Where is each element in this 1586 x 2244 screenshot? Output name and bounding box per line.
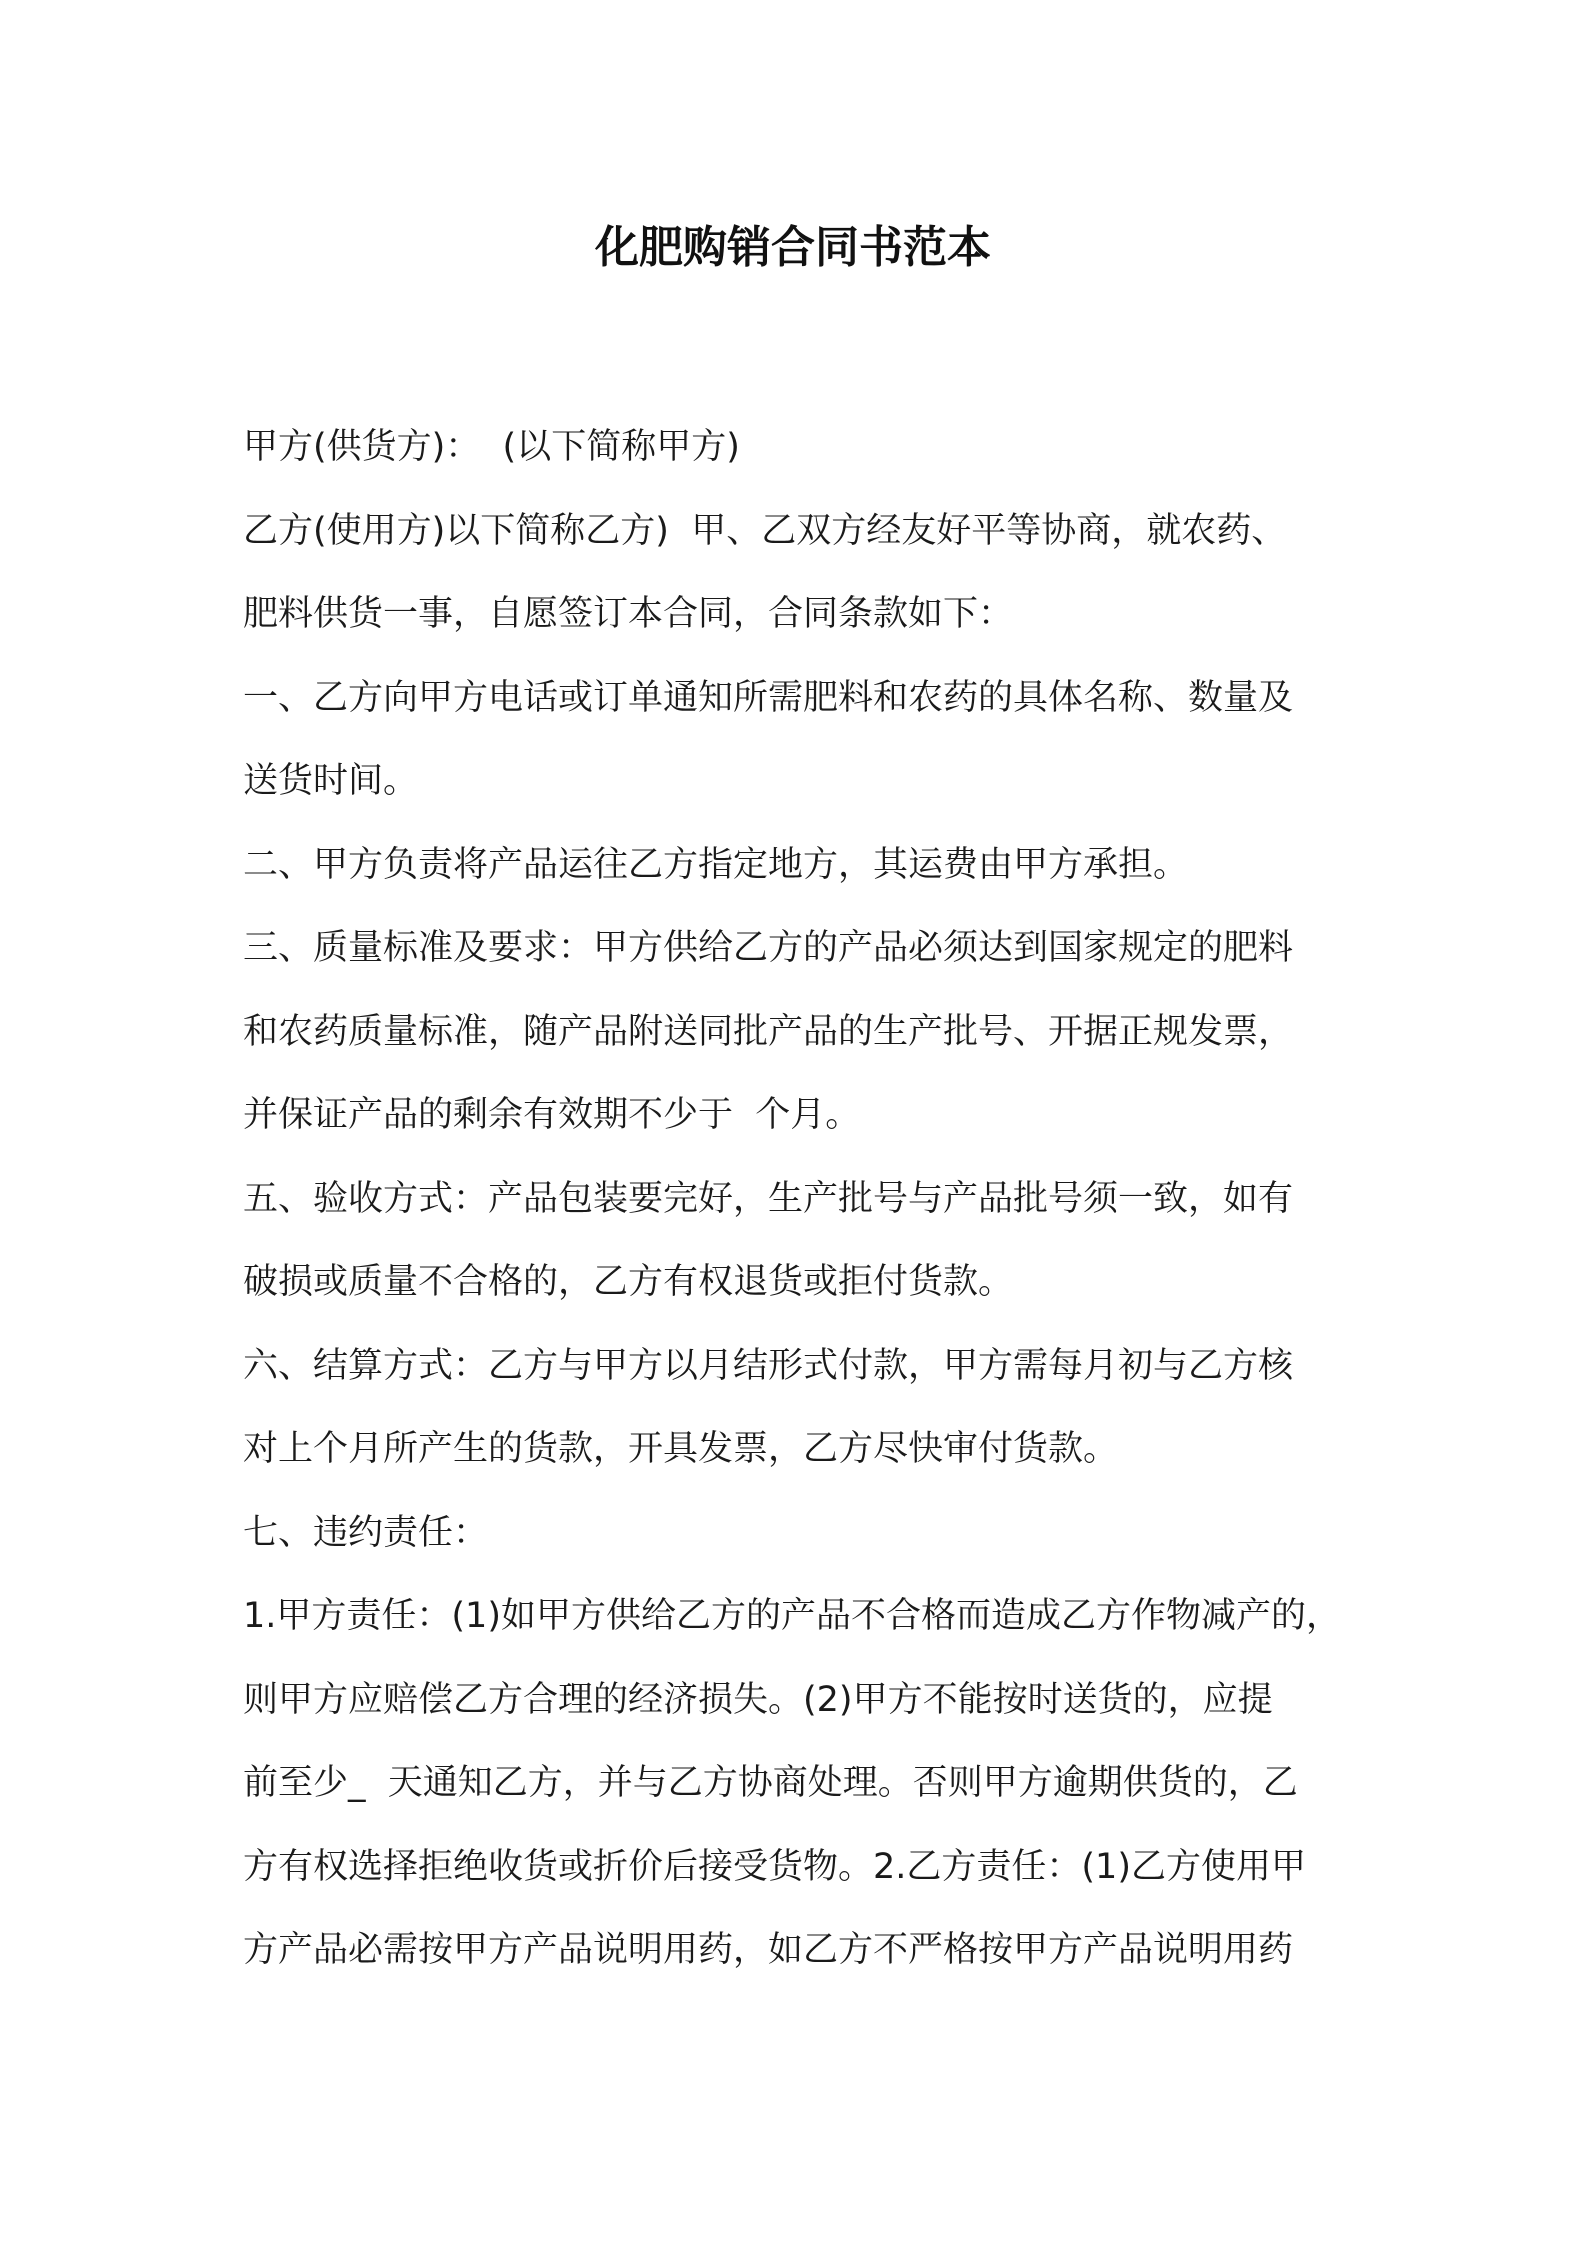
text-line: 六、结算方式：乙方与甲方以月结形式付款，甲方需每月初与乙方核 [243, 1345, 1294, 1386]
text-line: 肥料供货一事，自愿签订本合同，合同条款如下： [243, 594, 1014, 634]
text-line: 破损或质量不合格的，乙方有权退货或拒付货款。 [243, 1262, 1014, 1302]
text-line: 五、验收方式：产品包装要完好，生产批号与产品批号须一致，如有 [243, 1178, 1294, 1219]
contract-body [243, 406, 1363, 1993]
text-line: 1.甲方责任：(1)如甲方供给乙方的产品不合格而造成乙方作物减产的， [243, 1596, 1341, 1636]
text-line: 送货时间。 [243, 761, 419, 801]
text-line: 前至少_ 天通知乙方，并与乙方协商处理。否则甲方逾期供货的，乙 [243, 1763, 1298, 1803]
text-line: 乙方(使用方)以下简称乙方) 甲、乙双方经友好平等协商，就农药、 [243, 510, 1287, 551]
text-line: 对上个月所产生的货款，开具发票，乙方尽快审付货款。 [243, 1429, 1119, 1469]
text-line: 方产品必需按甲方产品说明用药，如乙方不严格按甲方产品说明用药 [243, 1930, 1294, 1970]
text-line: 三、质量标准及要求：甲方供给乙方的产品必须达到国家规定的肥料 [243, 928, 1294, 968]
text-line: 二、甲方负责将产品运往乙方指定地方，其运费由甲方承担。 [243, 844, 1189, 885]
text-line: 则甲方应赔偿乙方合理的经济损失。(2)甲方不能按时送货的，应提 [243, 1679, 1273, 1720]
text-line: 方有权选择拒绝收货或折价后接受货物。2.乙方责任：(1)乙方使用甲 [243, 1846, 1306, 1887]
document-title: 化肥购销合同书范本 [595, 222, 991, 273]
text-line: 并保证产品的剩余有效期不少于 个月。 [243, 1095, 861, 1135]
text-line: 一、乙方向甲方电话或订单通知所需肥料和农药的具体名称、数量及 [243, 677, 1294, 718]
text-line: 甲方(供货方)： (以下简称甲方) [243, 427, 740, 467]
text-line: 和农药质量标准，随产品附送同批产品的生产批号、开据正规发票， [243, 1011, 1294, 1052]
text-line: 七、违约责任： [243, 1512, 489, 1553]
